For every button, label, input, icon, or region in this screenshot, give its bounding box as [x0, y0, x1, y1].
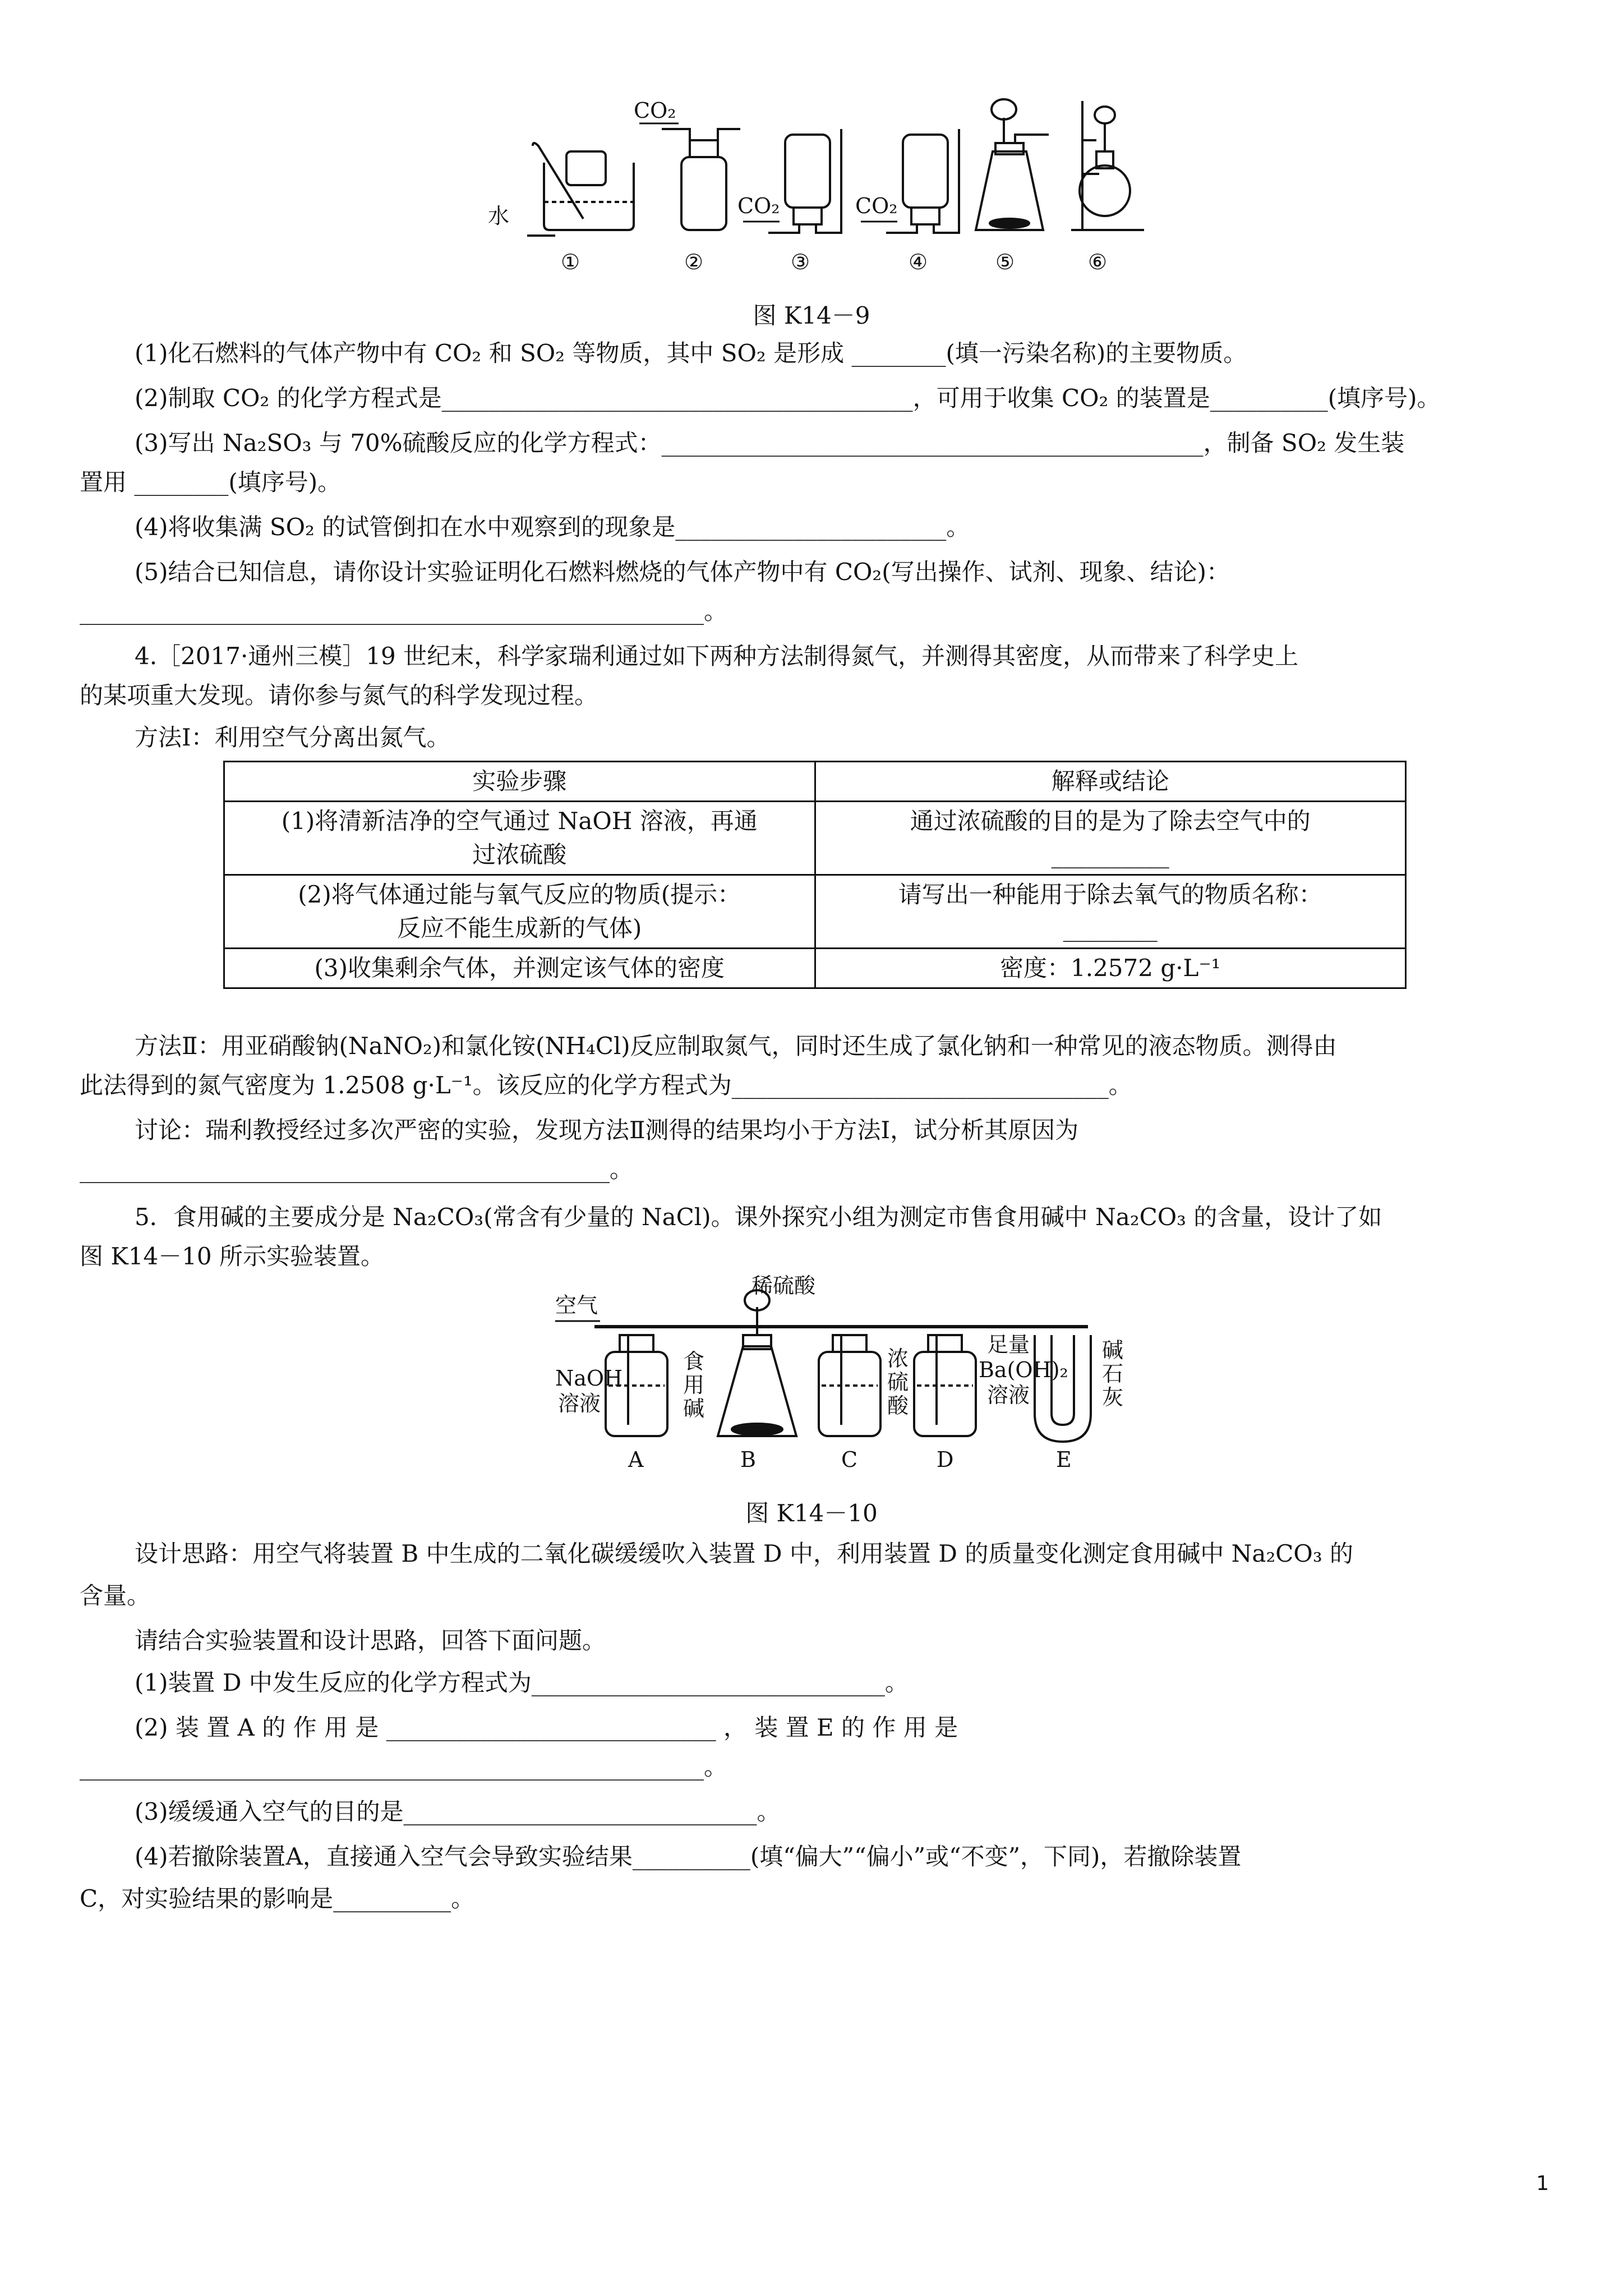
jian-label-1: 食 — [683, 1349, 705, 1374]
lime-label-2: 石 — [1102, 1361, 1124, 1386]
acid-label: 稀硫酸 — [751, 1273, 816, 1298]
table-header-conclusion: 解释或结论 — [815, 762, 1406, 802]
bottle-d — [914, 1335, 976, 1436]
co2-label-4: CO₂ — [855, 194, 898, 218]
q3-item-3b: 置用 ________(填序号)。 — [80, 468, 342, 496]
apparatus-2-gas-bottle — [662, 129, 740, 230]
q4-method-2a: 方法Ⅱ：用亚硝酸钠(NaNO₂)和氯化铵(NH₄Cl)反应制取氮气，同时还生成了氯化钠和一种常见的液态物质。测得由 — [135, 1032, 1337, 1060]
table-row — [224, 802, 1406, 875]
lime-label-3: 灰 — [1102, 1385, 1124, 1410]
fig-num-1: ① — [561, 250, 580, 274]
q5-design-b: 含量。 — [80, 1582, 151, 1609]
figure-caption-k14-10: 图 K14－10 — [745, 1499, 878, 1527]
table-cell-step-2 — [224, 875, 815, 949]
q5-sub-1: (1)装置 D 中发生反应的化学方程式为______________________________。 — [135, 1669, 909, 1696]
figure-k14-10 — [555, 1273, 1138, 1487]
q5-sub-2a: (2) 装 置 A 的 作 用 是 ____________________________ ， 装 置 E 的 作 用 是 — [135, 1714, 958, 1741]
naoh-label-1: NaOH — [555, 1366, 623, 1391]
water-label: 水 — [488, 204, 510, 228]
q4-intro-a: 4.［2017·通州三模］19 世纪末，科学家瑞利通过如下两种方法制得氮气，并测得其密度，从而带来了科学史上 — [135, 642, 1299, 670]
lime-label-1: 碱 — [1102, 1338, 1124, 1363]
conclusion-1-line-1: 通过浓硫酸的目的是为了除去空气中的 — [910, 807, 1311, 835]
u-tube-e — [1035, 1335, 1091, 1442]
q3-item-5b: _____________________________________________________。 — [80, 597, 727, 625]
page-number: 1 — [1536, 2172, 1549, 2195]
q5-sub-3: (3)缓缓通入空气的目的是______________________________。 — [135, 1798, 781, 1825]
conclusion-2-line-1: 请写出一种能用于除去氧气的物质名称： — [898, 881, 1322, 908]
ba-label-2: Ba(OH)₂ — [979, 1358, 1068, 1382]
fig-num-4: ④ — [909, 250, 928, 274]
conclusion-2-blank: ________ — [1063, 914, 1158, 942]
naoh-label-2: 溶液 — [558, 1391, 601, 1416]
q3-item-4: (4)将收集满 SO₂ 的试管倒扣在水中观察到的现象是_______________________。 — [135, 513, 970, 541]
letter-a: A — [628, 1447, 644, 1472]
q5-sub-4b: C，对实验结果的影响是__________。 — [80, 1885, 475, 1912]
q3-item-5a: (5)结合已知信息，请你设计实验证明化石燃料燃烧的气体产物中有 CO₂(写出操作、试剂、现象、结论)： — [135, 558, 1230, 586]
q5-intro-a: 5．食用碱的主要成分是 Na₂CO₃(常含有少量的 NaCl)。课外探究小组为测定市售食用碱中 Na₂CO₃ 的含量，设计了如 — [135, 1203, 1382, 1231]
table-row — [224, 875, 1406, 949]
letter-e: E — [1056, 1447, 1072, 1472]
table-cell-step-3: (3)收集剩余气体，并测定该气体的密度 — [224, 949, 815, 988]
q4-discuss-b: _____________________________________________。 — [80, 1156, 634, 1183]
table-cell-conclusion-3: 密度：1.2572 g·L⁻¹ — [815, 949, 1406, 988]
apparatus-5-flask — [976, 99, 1049, 230]
conclusion-1-blank: __________ — [1051, 841, 1169, 868]
q5-sub-2b: _____________________________________________________。 — [80, 1753, 727, 1780]
nong-label-2: 硫 — [887, 1370, 909, 1395]
fig-num-6: ⑥ — [1088, 250, 1108, 274]
step-1-line-2: 过浓硫酸 — [472, 841, 567, 868]
bottle-c — [819, 1335, 880, 1436]
letter-c: C — [841, 1447, 858, 1472]
q3-item-1: (1)化石燃料的气体产物中有 CO₂ 和 SO₂ 等物质，其中 SO₂ 是形成 ________(填一污染名称)的主要物质。 — [135, 339, 1247, 367]
ba-label-3: 溶液 — [987, 1383, 1030, 1407]
co2-label-3: CO₂ — [737, 194, 780, 218]
flask-b — [718, 1290, 796, 1436]
table-row — [224, 949, 1406, 988]
co2-label-2: CO₂ — [634, 98, 676, 123]
fig-num-2: ② — [684, 250, 704, 274]
q5-design-a: 设计思路：用空气将装置 B 中生成的二氧化碳缓缓吹入装置 D 中，利用装置 D 的质量变化测定食用碱中 Na₂CO₃ 的 — [135, 1540, 1354, 1567]
letter-d: D — [937, 1447, 954, 1472]
table-header-row — [224, 762, 1406, 802]
q4-intro-b: 的某项重大发现。请你参与氮气的科学发现过程。 — [80, 682, 598, 709]
step-2-line-1: (2)将气体通过能与氧气反应的物质(提示： — [298, 881, 741, 908]
jian-label-2: 用 — [683, 1373, 705, 1397]
q4-discuss-a: 讨论：瑞利教授经过多次严密的实验，发现方法Ⅱ测得的结果均小于方法Ⅰ，试分析其原因为 — [135, 1116, 1079, 1144]
letter-b: B — [740, 1447, 756, 1472]
table-cell-conclusion-2 — [815, 875, 1406, 949]
figure-caption-k14-9: 图 K14－9 — [753, 302, 870, 329]
q3-item-3a: (3)写出 Na₂SO₃ 与 70%硫酸反应的化学方程式：______________________________________________，制备 SO₂ 发生装 — [135, 429, 1405, 457]
method-1-table — [223, 761, 1407, 989]
air-label: 空气 — [555, 1293, 598, 1318]
figure-k14-9 — [488, 95, 1161, 280]
fig-num-3: ③ — [791, 250, 810, 274]
ba-label-1: 足量 — [987, 1332, 1030, 1357]
fig-num-5: ⑤ — [995, 250, 1015, 274]
apparatus-6-stand-flask — [1071, 101, 1144, 230]
step-1-line-1: (1)将清新洁净的空气通过 NaOH 溶液，再通 — [281, 807, 758, 835]
q5-sub-4a: (4)若撤除装置A，直接通入空气会导致实验结果__________(填“偏大”“偏小”或“不变”，下同)，若撤除装置 — [135, 1843, 1242, 1870]
q4-method-1: 方法Ⅰ：利用空气分离出氮气。 — [135, 724, 450, 751]
q4-method-2b: 此法得到的氮气密度为 1.2508 g·L⁻¹。该反应的化学方程式为________________________________。 — [80, 1071, 1132, 1099]
q5-ask: 请结合实验装置和设计思路，回答下面问题。 — [135, 1627, 606, 1654]
table-cell-step-1 — [224, 802, 815, 875]
jian-label-3: 碱 — [683, 1396, 705, 1421]
table-cell-conclusion-1 — [815, 802, 1406, 875]
apparatus-1-water-trough — [527, 143, 634, 236]
table-header-steps: 实验步骤 — [224, 762, 815, 802]
figure-numbers — [561, 250, 1107, 274]
q3-item-2: (2)制取 CO₂ 的化学方程式是________________________________________，可用于收集 CO₂ 的装置是__________(填序号)。 — [135, 384, 1441, 412]
nong-label-1: 浓 — [887, 1346, 909, 1371]
step-2-line-2: 反应不能生成新的气体) — [397, 914, 642, 942]
q5-intro-b: 图 K14－10 所示实验装置。 — [80, 1243, 384, 1270]
nong-label-3: 酸 — [887, 1393, 909, 1418]
